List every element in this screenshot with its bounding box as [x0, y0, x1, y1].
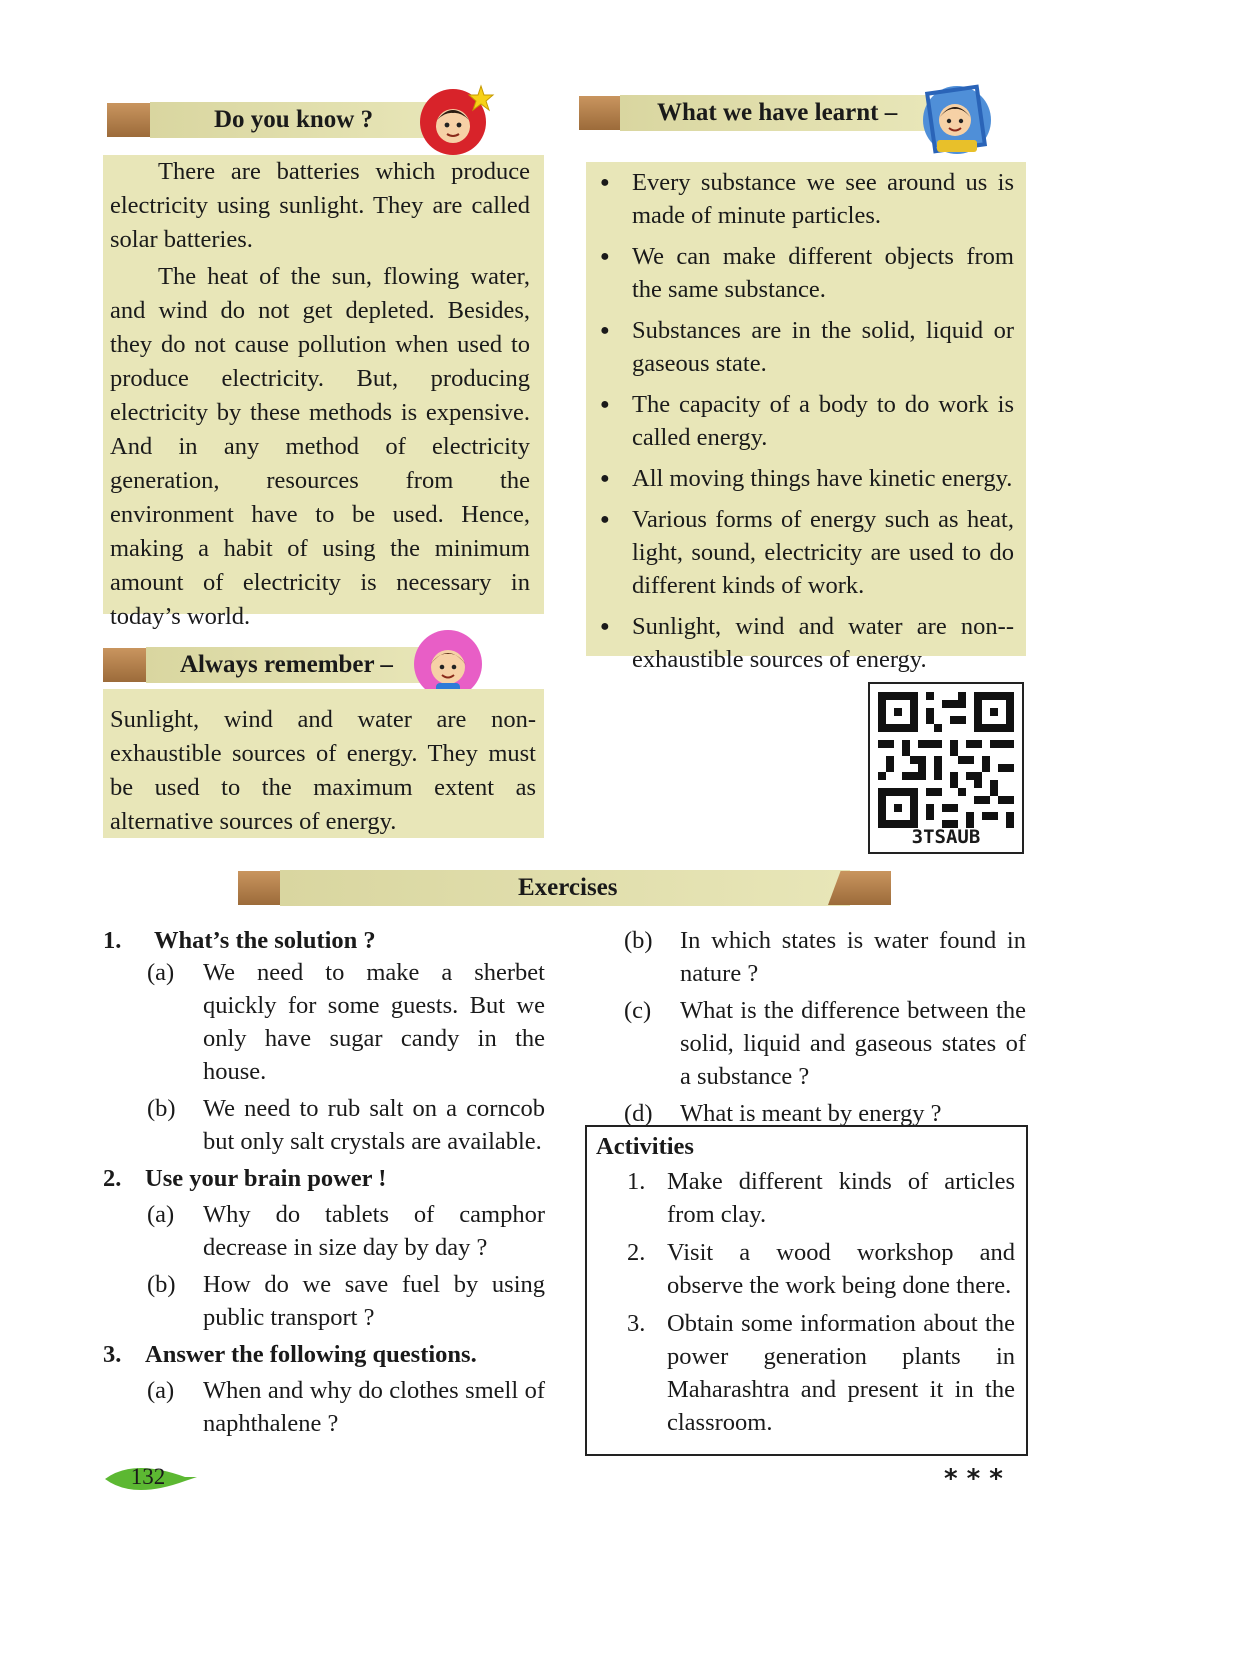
learnt-item: ● Substances are in the solid, liquid or gaseous state.	[586, 314, 1014, 380]
exercises-left	[103, 924, 545, 1444]
sub-text: How do we save fuel by using public transport ?	[203, 1271, 545, 1331]
boy-thinking-icon	[415, 82, 497, 156]
learnt-box	[586, 162, 1026, 673]
always-remember-box	[103, 689, 544, 838]
do-you-know-box	[103, 155, 544, 630]
activity-item	[587, 1165, 1015, 1231]
question-2a	[103, 1198, 545, 1264]
sub-text: We need to make a sherbet quickly for some guests. But we only have sugar candy in the house.	[203, 959, 545, 1085]
learnt-header	[620, 95, 928, 131]
question-3a	[103, 1374, 545, 1440]
activity-number: 1.	[627, 1168, 646, 1195]
question-title: Answer the following questions.	[145, 1341, 477, 1368]
exercises-header	[280, 870, 850, 906]
sub-label: (b)	[624, 927, 653, 954]
learnt-item: ● Sunlight, wind and water are non--exhaustible sources of energy.	[586, 610, 1014, 676]
page-number: 132	[130, 1464, 166, 1489]
activity-item	[587, 1236, 1015, 1302]
do-you-know-title: Do you know ?	[214, 106, 374, 133]
activity-text: Obtain some information about the power generation plants in Maharashtra and present it in the classroom.	[667, 1310, 1015, 1436]
activity-number: 3.	[627, 1310, 646, 1337]
learnt-item: ● Every substance we see around us is made of minute particles.	[586, 166, 1014, 232]
question-1	[103, 924, 545, 956]
question-number: 1.	[103, 927, 122, 954]
sub-label: (a)	[147, 959, 175, 986]
exercises-title: Exercises	[518, 874, 618, 901]
activities-box	[585, 1125, 1028, 1456]
learnt-title: What we have learnt –	[657, 99, 898, 126]
question-number: 3.	[103, 1341, 122, 1368]
question-1b	[103, 1092, 545, 1158]
learnt-item: ● The capacity of a body to do work is called energy.	[586, 388, 1014, 454]
end-stars: * * *	[944, 1464, 1003, 1494]
learnt-list	[586, 166, 1014, 684]
do-you-know-header	[150, 102, 450, 138]
sub-label: (c)	[624, 997, 652, 1024]
sub-label: (a)	[147, 1377, 175, 1404]
sub-text: We need to rub salt on a corncob but only salt crystals are available.	[203, 1095, 545, 1155]
activity-text: Visit a wood workshop and observe the work being done there.	[667, 1239, 1015, 1299]
qr-code-label: 3TSAUB	[911, 826, 981, 848]
sub-text: What is meant by energy ?	[680, 1100, 942, 1127]
always-remember-title: Always remember –	[180, 651, 393, 678]
sub-label: (b)	[147, 1095, 176, 1122]
sub-text: When and why do clothes smell of naphthalene ?	[203, 1377, 545, 1437]
question-2b	[103, 1268, 545, 1334]
activities-title: Activities	[596, 1133, 694, 1160]
qr-code[interactable]	[868, 682, 1024, 854]
learnt-item: ● All moving things have kinetic energy.	[586, 462, 1014, 495]
question-3c	[580, 994, 1026, 1093]
exercises-right	[580, 924, 1026, 1134]
question-number: 2.	[103, 1165, 122, 1192]
question-title: Use your brain power !	[145, 1165, 387, 1192]
qr-code-icon	[878, 692, 1014, 828]
girl-frame-icon	[913, 82, 993, 160]
sub-label: (d)	[624, 1100, 653, 1127]
sub-text: In which states is water found in nature ?	[680, 927, 1026, 987]
sub-text: What is the difference between the solid, liquid and gaseous states of a substance ?	[680, 997, 1026, 1090]
do-you-know-para-2: The heat of the sun, flowing water, and wind do not get depleted. Besides, they do not cause pollution when used to produce electricity. But, producing electricity by these methods is expensive. And in any method of electricity generation, resources from the environment have to be used. Hence, making a habit of using the minimum amount of electricity is necessary in today’s world.	[110, 263, 530, 630]
sub-label: (a)	[147, 1201, 175, 1228]
learnt-item: ● We can make different objects from the same substance.	[586, 240, 1014, 306]
sub-text: Why do tablets of camphor decrease in size day by day ?	[203, 1201, 545, 1261]
question-title: What’s the solution ?	[154, 927, 376, 954]
question-1a	[103, 956, 545, 1088]
activity-text: Make different kinds of articles from clay.	[667, 1168, 1015, 1228]
always-remember-header	[146, 647, 446, 683]
activity-number: 2.	[627, 1239, 646, 1266]
question-3b	[580, 924, 1026, 990]
sub-label: (b)	[147, 1271, 176, 1298]
question-3	[103, 1338, 545, 1374]
question-2	[103, 1162, 545, 1198]
do-you-know-para-1: There are batteries which produce electricity using sunlight. They are called solar batteries.	[110, 158, 530, 253]
activity-item	[587, 1307, 1015, 1439]
always-remember-text: Sunlight, wind and water are non-exhaustible sources of energy. They must be used to the maximum extent as alternative sources of energy.	[110, 706, 536, 835]
learnt-item: ● Various forms of energy such as heat, light, sound, electricity are used to do different kinds of work.	[586, 503, 1014, 602]
